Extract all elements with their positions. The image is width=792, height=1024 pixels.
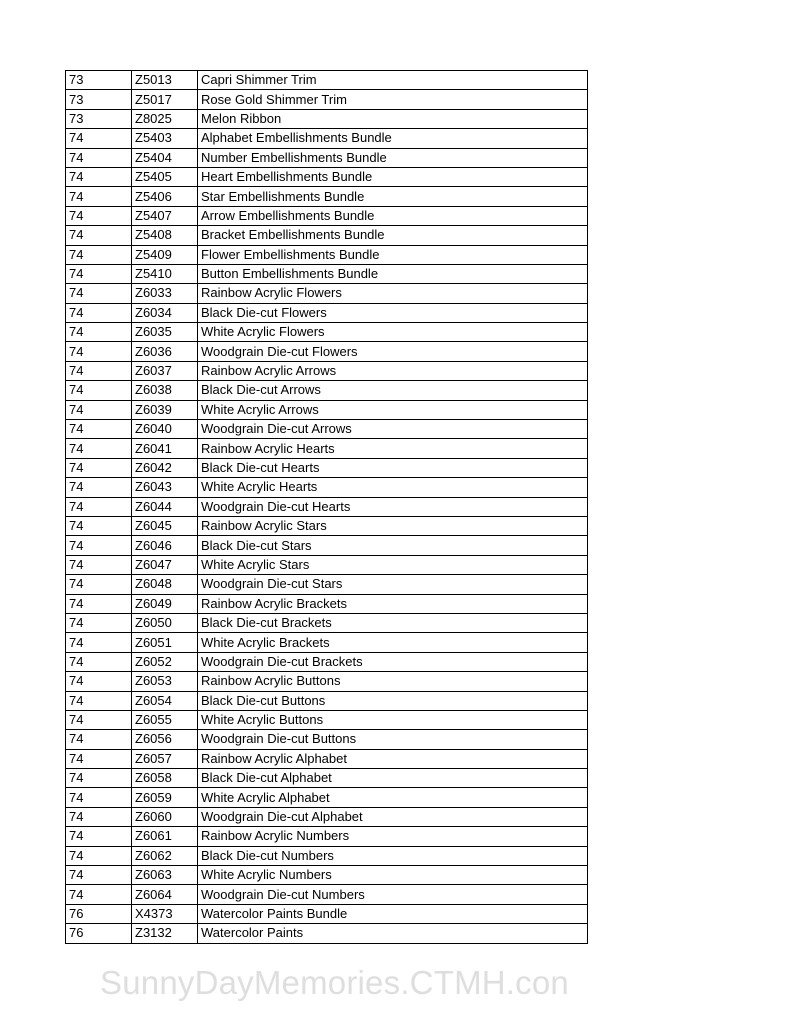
page-number-cell: 74 (66, 730, 132, 749)
page-number-cell: 76 (66, 924, 132, 943)
page-number-cell: 74 (66, 439, 132, 458)
table-row (66, 284, 588, 303)
page-number-cell: 74 (66, 575, 132, 594)
description-cell: Rainbow Acrylic Brackets (198, 594, 588, 613)
description-cell: Woodgrain Die-cut Brackets (198, 652, 588, 671)
page-number-cell: 74 (66, 807, 132, 826)
page-number-cell: 74 (66, 652, 132, 671)
table-row (66, 575, 588, 594)
table-row (66, 361, 588, 380)
table-row (66, 710, 588, 729)
page-number-cell: 74 (66, 342, 132, 361)
item-number-cell: Z6039 (132, 400, 198, 419)
page-number-cell: 74 (66, 264, 132, 283)
table-row (66, 536, 588, 555)
item-number-cell: X4373 (132, 904, 198, 923)
description-cell: Button Embellishments Bundle (198, 264, 588, 283)
page-number-cell: 73 (66, 90, 132, 109)
item-number-cell: Z5409 (132, 245, 198, 264)
item-number-cell: Z6043 (132, 478, 198, 497)
item-number-cell: Z6038 (132, 381, 198, 400)
item-number-cell: Z6063 (132, 866, 198, 885)
page-number-cell: 74 (66, 303, 132, 322)
page-number-cell: 74 (66, 691, 132, 710)
page-number-cell: 74 (66, 846, 132, 865)
description-cell: Rainbow Acrylic Stars (198, 516, 588, 535)
description-cell: Black Die-cut Stars (198, 536, 588, 555)
page-number-cell: 74 (66, 226, 132, 245)
item-number-cell: Z6036 (132, 342, 198, 361)
page-number-cell: 74 (66, 536, 132, 555)
page-number-cell: 74 (66, 245, 132, 264)
description-cell: Black Die-cut Hearts (198, 458, 588, 477)
item-number-cell: Z3132 (132, 924, 198, 943)
description-cell: Rainbow Acrylic Flowers (198, 284, 588, 303)
description-cell: Alphabet Embellishments Bundle (198, 129, 588, 148)
description-cell: Black Die-cut Numbers (198, 846, 588, 865)
description-cell: Black Die-cut Flowers (198, 303, 588, 322)
item-number-cell: Z6054 (132, 691, 198, 710)
item-number-cell: Z6047 (132, 555, 198, 574)
item-number-cell: Z6060 (132, 807, 198, 826)
description-cell: White Acrylic Brackets (198, 633, 588, 652)
table-row (66, 303, 588, 322)
table-row (66, 846, 588, 865)
item-number-cell: Z6059 (132, 788, 198, 807)
item-number-cell: Z6051 (132, 633, 198, 652)
description-cell: Star Embellishments Bundle (198, 187, 588, 206)
description-cell: Melon Ribbon (198, 109, 588, 128)
item-number-cell: Z6033 (132, 284, 198, 303)
item-number-cell: Z6058 (132, 769, 198, 788)
page-number-cell: 74 (66, 420, 132, 439)
table-row (66, 652, 588, 671)
description-cell: White Acrylic Alphabet (198, 788, 588, 807)
table-row (66, 439, 588, 458)
table-row (66, 594, 588, 613)
item-number-cell: Z6040 (132, 420, 198, 439)
table-row (66, 885, 588, 904)
table-row (66, 167, 588, 186)
description-cell: Number Embellishments Bundle (198, 148, 588, 167)
page-number-cell: 74 (66, 885, 132, 904)
page-number-cell: 74 (66, 827, 132, 846)
product-table (65, 70, 588, 944)
item-number-cell: Z6057 (132, 749, 198, 768)
item-number-cell: Z8025 (132, 109, 198, 128)
item-number-cell: Z6062 (132, 846, 198, 865)
table-row (66, 71, 588, 90)
description-cell: White Acrylic Buttons (198, 710, 588, 729)
table-row (66, 691, 588, 710)
page-number-cell: 74 (66, 613, 132, 632)
description-cell: Heart Embellishments Bundle (198, 167, 588, 186)
description-cell: Black Die-cut Buttons (198, 691, 588, 710)
table-row (66, 342, 588, 361)
description-cell: Watercolor Paints (198, 924, 588, 943)
page-number-cell: 74 (66, 788, 132, 807)
table-row (66, 109, 588, 128)
description-cell: Watercolor Paints Bundle (198, 904, 588, 923)
description-cell: White Acrylic Stars (198, 555, 588, 574)
item-number-cell: Z6049 (132, 594, 198, 613)
item-number-cell: Z5408 (132, 226, 198, 245)
table-row (66, 827, 588, 846)
page-number-cell: 74 (66, 749, 132, 768)
description-cell: Woodgrain Die-cut Numbers (198, 885, 588, 904)
item-number-cell: Z6064 (132, 885, 198, 904)
item-number-cell: Z6034 (132, 303, 198, 322)
table-row (66, 400, 588, 419)
page-number-cell: 76 (66, 904, 132, 923)
table-row (66, 497, 588, 516)
page-number-cell: 74 (66, 710, 132, 729)
table-row (66, 458, 588, 477)
item-number-cell: Z6045 (132, 516, 198, 535)
table-row (66, 226, 588, 245)
page-number-cell: 74 (66, 594, 132, 613)
table-row (66, 749, 588, 768)
page-number-cell: 74 (66, 633, 132, 652)
page-number-cell: 74 (66, 148, 132, 167)
item-number-cell: Z6053 (132, 672, 198, 691)
page-number-cell: 74 (66, 129, 132, 148)
item-number-cell: Z5407 (132, 206, 198, 225)
table-row (66, 788, 588, 807)
page-number-cell: 74 (66, 497, 132, 516)
page-number-cell: 74 (66, 167, 132, 186)
table-row (66, 264, 588, 283)
page-number-cell: 74 (66, 458, 132, 477)
item-number-cell: Z5403 (132, 129, 198, 148)
table-row (66, 206, 588, 225)
item-number-cell: Z6061 (132, 827, 198, 846)
description-cell: Capri Shimmer Trim (198, 71, 588, 90)
item-number-cell: Z5410 (132, 264, 198, 283)
table-row (66, 187, 588, 206)
item-number-cell: Z6050 (132, 613, 198, 632)
page-number-cell: 74 (66, 187, 132, 206)
page-number-cell: 74 (66, 400, 132, 419)
table-row (66, 633, 588, 652)
table-row (66, 924, 588, 943)
description-cell: Rainbow Acrylic Numbers (198, 827, 588, 846)
description-cell: White Acrylic Flowers (198, 323, 588, 342)
description-cell: Flower Embellishments Bundle (198, 245, 588, 264)
table-row (66, 129, 588, 148)
description-cell: Rainbow Acrylic Buttons (198, 672, 588, 691)
table-row (66, 613, 588, 632)
item-number-cell: Z6056 (132, 730, 198, 749)
item-number-cell: Z6046 (132, 536, 198, 555)
description-cell: Arrow Embellishments Bundle (198, 206, 588, 225)
description-cell: Black Die-cut Arrows (198, 381, 588, 400)
item-number-cell: Z6048 (132, 575, 198, 594)
table-row (66, 769, 588, 788)
description-cell: White Acrylic Numbers (198, 866, 588, 885)
table-row (66, 381, 588, 400)
table-row (66, 807, 588, 826)
page-number-cell: 74 (66, 516, 132, 535)
table-row (66, 904, 588, 923)
page-number-cell: 74 (66, 206, 132, 225)
description-cell: Woodgrain Die-cut Buttons (198, 730, 588, 749)
page-number-cell: 74 (66, 672, 132, 691)
description-cell: Rainbow Acrylic Alphabet (198, 749, 588, 768)
description-cell: Woodgrain Die-cut Hearts (198, 497, 588, 516)
item-number-cell: Z6042 (132, 458, 198, 477)
description-cell: Rose Gold Shimmer Trim (198, 90, 588, 109)
description-cell: White Acrylic Hearts (198, 478, 588, 497)
table-row (66, 730, 588, 749)
description-cell: Rainbow Acrylic Hearts (198, 439, 588, 458)
table-row (66, 672, 588, 691)
watermark-text: SunnyDayMemories.CTMH.con (100, 964, 569, 1001)
page-number-cell: 74 (66, 478, 132, 497)
table-row (66, 555, 588, 574)
page-number-cell: 74 (66, 284, 132, 303)
table-row (66, 148, 588, 167)
description-cell: Black Die-cut Alphabet (198, 769, 588, 788)
description-cell: Woodgrain Die-cut Flowers (198, 342, 588, 361)
page-number-cell: 74 (66, 866, 132, 885)
table-row (66, 866, 588, 885)
description-cell: White Acrylic Arrows (198, 400, 588, 419)
page-number-cell: 73 (66, 71, 132, 90)
item-number-cell: Z6041 (132, 439, 198, 458)
table-row (66, 323, 588, 342)
page-number-cell: 74 (66, 555, 132, 574)
description-cell: Bracket Embellishments Bundle (198, 226, 588, 245)
page-number-cell: 73 (66, 109, 132, 128)
item-number-cell: Z6044 (132, 497, 198, 516)
table-row (66, 420, 588, 439)
table-row (66, 516, 588, 535)
page-number-cell: 74 (66, 323, 132, 342)
page-number-cell: 74 (66, 381, 132, 400)
item-number-cell: Z5013 (132, 71, 198, 90)
item-number-cell: Z6035 (132, 323, 198, 342)
item-number-cell: Z6037 (132, 361, 198, 380)
item-number-cell: Z6055 (132, 710, 198, 729)
item-number-cell: Z5017 (132, 90, 198, 109)
table-row (66, 245, 588, 264)
item-number-cell: Z5405 (132, 167, 198, 186)
item-number-cell: Z5404 (132, 148, 198, 167)
description-cell: Rainbow Acrylic Arrows (198, 361, 588, 380)
description-cell: Woodgrain Die-cut Arrows (198, 420, 588, 439)
description-cell: Woodgrain Die-cut Alphabet (198, 807, 588, 826)
description-cell: Black Die-cut Brackets (198, 613, 588, 632)
item-number-cell: Z5406 (132, 187, 198, 206)
table-row (66, 478, 588, 497)
item-number-cell: Z6052 (132, 652, 198, 671)
page-number-cell: 74 (66, 769, 132, 788)
description-cell: Woodgrain Die-cut Stars (198, 575, 588, 594)
table-row (66, 90, 588, 109)
product-table-body (66, 71, 588, 944)
page-number-cell: 74 (66, 361, 132, 380)
